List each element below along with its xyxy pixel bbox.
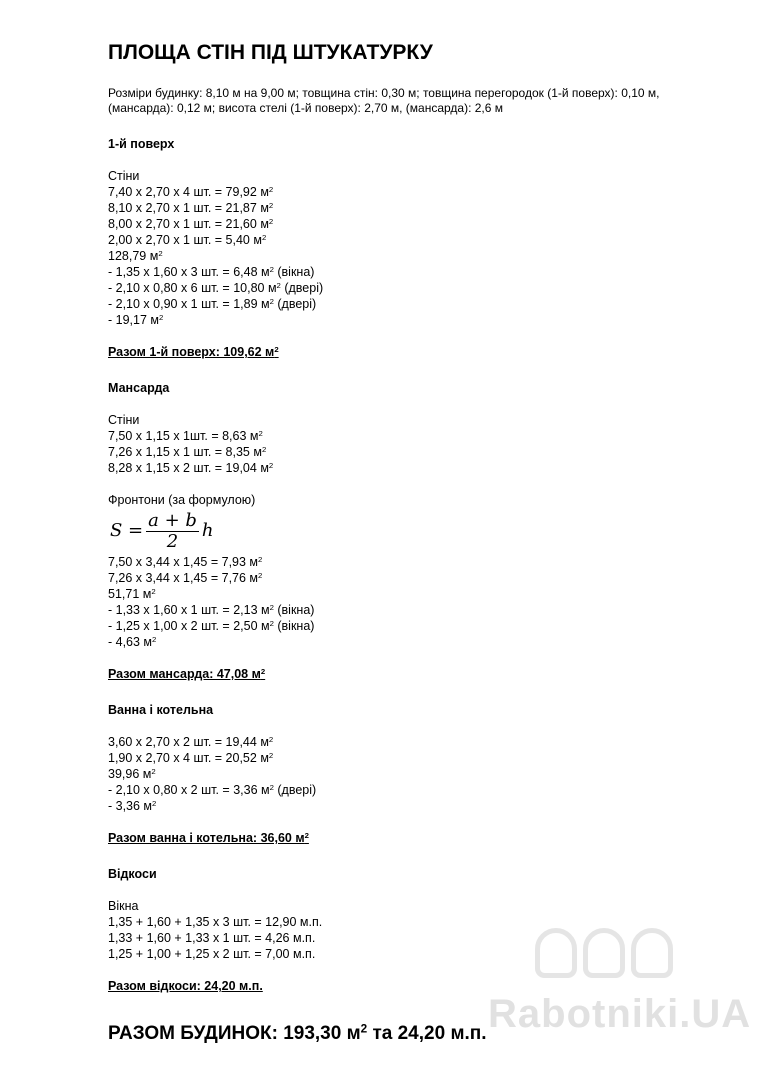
- calc-line: - 1,33 х 1,60 х 1 шт. = 2,13 $м^2$ (вікна): [108, 602, 315, 617]
- calc-line: 1,90 х 2,70 х 4 шт. = 20,52 $м^2$: [108, 750, 274, 765]
- helmet-icon: [535, 928, 577, 978]
- section-heading-bath: Ванна і котельна: [108, 703, 214, 717]
- calc-line: 7,50 х 1,15 х 1шт. = 8,63 $м^2$: [108, 428, 263, 443]
- formula-denominator: 2: [166, 530, 179, 552]
- windows-label: Вікна: [108, 899, 139, 913]
- gable-formula: [110, 510, 728, 552]
- formula-fraction: [146, 511, 199, 552]
- calc-line: - 19,17 $м^2$: [108, 312, 164, 327]
- calc-line: 3,60 х 2,70 х 2 шт. = 19,44 $м^2$: [108, 734, 274, 749]
- grand-total: РАЗОМ БУДИНОК: 193,30 $м^2$ та 24,20 м.п.: [108, 1022, 487, 1044]
- calc-line: 8,10 х 2,70 х 1 шт. = 21,87 $м^2$: [108, 200, 274, 215]
- intro-line: Розміри будинку: 8,10 м на 9,00 м; товщина стін: 0,30 м; товщина перегородок (1-й поверх): 0,10 м,: [108, 86, 660, 100]
- section-heading-attic: Мансарда: [108, 381, 170, 395]
- helmet-icon: [631, 928, 673, 978]
- intro-text: [108, 86, 728, 116]
- calc-line: 7,40 х 2,70 х 4 шт. = 79,92 $м^2$: [108, 184, 274, 199]
- calc-line: 1,33 + 1,60 + 1,33 х 1 шт. = 4,26 м.п.: [108, 931, 316, 945]
- section-heading-floor1: 1-й поверх: [108, 137, 175, 151]
- floor1-lines: [108, 152, 728, 328]
- page-title: ПЛОЩА СТІН ПІД ШТУКАТУРКУ: [108, 41, 433, 64]
- bath-total: Разом ванна і котельна: 36,60 $м^2$: [108, 830, 309, 845]
- watermark-text: Rabotniki.UA: [488, 992, 752, 1036]
- attic-total: Разом мансарда: 47,08 $м^2$: [108, 666, 266, 681]
- calc-list: [108, 554, 728, 650]
- calc-line: 39,96 $м^2$: [108, 766, 156, 781]
- calc-line: 7,50 х 3,44 х 1,45 = 7,93 $м^2$: [108, 554, 263, 569]
- calc-list: [108, 428, 728, 476]
- helmet-icon: [583, 928, 625, 978]
- calc-line: 8,28 х 1,15 х 2 шт. = 19,04 $м^2$: [108, 460, 274, 475]
- calc-line: - 3,36 $м^2$: [108, 798, 157, 813]
- calc-line: - 2,10 х 0,80 х 6 шт. = 10,80 $м^2$ (двері): [108, 280, 324, 295]
- formula-lhs: S =: [110, 520, 144, 541]
- calc-line: 2,00 х 2,70 х 1 шт. = 5,40 $м^2$: [108, 232, 267, 247]
- calc-line: - 1,35 х 1,60 х 3 шт. = 6,48 $м^2$ (вікна): [108, 264, 315, 279]
- calc-line: 7,26 х 1,15 х 1 шт. = 8,35 $м^2$: [108, 444, 267, 459]
- calc-list: [108, 734, 728, 814]
- watermark-logo: [535, 928, 673, 978]
- gables-label: Фронтони (за формулою): [108, 493, 256, 507]
- calc-list: [108, 184, 728, 328]
- calc-line: - 2,10 х 0,90 х 1 шт. = 1,89 $м^2$ (двері): [108, 296, 317, 311]
- bath-lines: [108, 718, 728, 814]
- slopes-total: Разом відкоси: 24,20 м.п.: [108, 979, 263, 993]
- attic-lines: [108, 396, 728, 650]
- calc-line: - 1,25 х 1,00 х 2 шт. = 2,50 $м^2$ (вікна): [108, 618, 315, 633]
- calc-line: 51,71 $м^2$: [108, 586, 156, 601]
- walls-label: Стіни: [108, 169, 140, 183]
- section-heading-slopes: Відкоси: [108, 867, 157, 881]
- formula-numerator: a + b: [148, 509, 197, 531]
- calc-line: - 4,63 $м^2$: [108, 634, 157, 649]
- calc-line: 1,35 + 1,60 + 1,35 х 3 шт. = 12,90 м.п.: [108, 915, 323, 929]
- calc-line: 1,25 + 1,00 + 1,25 х 2 шт. = 7,00 м.п.: [108, 947, 316, 961]
- calc-line: 8,00 х 2,70 х 1 шт. = 21,60 $м^2$: [108, 216, 274, 231]
- floor1-total: Разом 1-й поверх: 109,62 $м^2$: [108, 344, 279, 359]
- formula-rhs: h: [201, 520, 214, 541]
- document-page: [108, 40, 728, 1046]
- calc-line: - 2,10 х 0,80 х 2 шт. = 3,36 $м^2$ (двері): [108, 782, 317, 797]
- calc-line: 128,79 $м^2$: [108, 248, 163, 263]
- walls-label: Стіни: [108, 413, 140, 427]
- intro-line: (мансарда): 0,12 м; висота стелі (1-й поверх): 2,70 м, (мансарда): 2,6 м: [108, 101, 504, 115]
- calc-line: 7,26 х 3,44 х 1,45 = 7,76 $м^2$: [108, 570, 263, 585]
